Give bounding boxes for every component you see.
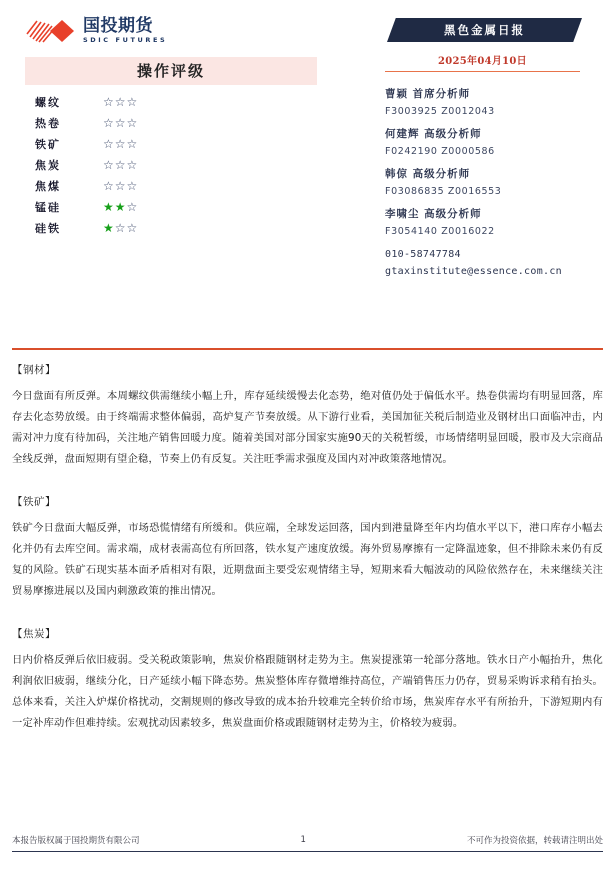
operation-rating-panel bbox=[25, 57, 317, 238]
logo-name-cn: 国投期货 bbox=[83, 16, 153, 37]
star-empty-icon: ☆ bbox=[114, 94, 127, 109]
star-empty-icon: ☆ bbox=[114, 115, 127, 130]
analyst-name: 曹颖 首席分析师 bbox=[385, 88, 471, 100]
rating-commodity-name: 铁矿 bbox=[35, 137, 61, 151]
report-header bbox=[0, 0, 615, 345]
rating-stars bbox=[103, 201, 138, 213]
star-filled-icon: ★ bbox=[103, 199, 115, 214]
header-divider bbox=[12, 348, 603, 350]
star-empty-icon: ☆ bbox=[103, 115, 115, 130]
analyst-list bbox=[385, 86, 590, 237]
star-empty-icon: ☆ bbox=[114, 136, 127, 151]
star-empty-icon: ☆ bbox=[126, 199, 139, 214]
rating-row bbox=[25, 112, 317, 133]
ratings-list bbox=[25, 91, 317, 238]
analyst-license-code: F03086835 Z0016553 bbox=[385, 186, 502, 197]
report-section bbox=[12, 494, 603, 602]
star-empty-icon: ☆ bbox=[126, 115, 139, 130]
report-title-banner bbox=[387, 18, 582, 42]
star-empty-icon: ☆ bbox=[114, 157, 127, 172]
report-meta-column bbox=[385, 18, 590, 283]
report-body bbox=[12, 362, 603, 758]
rating-commodity-name: 螺纹 bbox=[35, 95, 61, 109]
footer-divider bbox=[12, 851, 603, 852]
analyst-license-code: F3054140 Z0016022 bbox=[385, 226, 495, 237]
logo-name-en: SDIC FUTURES bbox=[83, 36, 168, 45]
report-section bbox=[12, 626, 603, 734]
rating-commodity-name: 硅铁 bbox=[35, 221, 61, 235]
section-title: 【钢材】 bbox=[12, 364, 56, 376]
section-paragraph: 今日盘面有所反弹。本周螺纹供需继续小幅上升，库存延续缓慢去化态势，绝对值仍处于偏低水平。热卷供需均有明显回落，库存去化态势放缓。由于终端需求整体偏弱，高炉复产节奏放缓。从下游行业看，美国加征关税后制造业及钢材出口面临冲击，内需对冲力度有待加码，关注地产销售回暖力度。随着美国对部分国家实施90天的关税暂缓，市场情绪明显回暖，股市及大宗商品全线反弹，盘面短期有望企稳，节奏上仍有反复。关注旺季需求强度及国内对冲政策落地情况。 bbox=[12, 390, 603, 465]
star-empty-icon: ☆ bbox=[126, 220, 139, 235]
contact-block bbox=[385, 249, 590, 277]
contact-phone: 010-58747784 bbox=[385, 249, 461, 260]
star-empty-icon: ☆ bbox=[126, 94, 139, 109]
rating-stars bbox=[103, 159, 138, 171]
footer-copyright: 本报告版权属于国投期货有限公司 bbox=[12, 836, 140, 846]
star-empty-icon: ☆ bbox=[103, 136, 115, 151]
star-empty-icon: ☆ bbox=[103, 178, 115, 193]
analyst-name: 李啸尘 高级分析师 bbox=[385, 208, 482, 220]
star-empty-icon: ☆ bbox=[114, 220, 127, 235]
rating-row bbox=[25, 175, 317, 196]
analyst-entry bbox=[385, 86, 590, 117]
star-filled-icon: ★ bbox=[103, 220, 115, 235]
banner-title: 黑色金属日报 bbox=[444, 23, 525, 37]
footer-page-number: 1 bbox=[300, 835, 306, 845]
logo-text bbox=[83, 18, 167, 44]
contact-email: gtaxinstitute@essence.com.cn bbox=[385, 266, 562, 277]
section-title: 【焦炭】 bbox=[12, 628, 56, 640]
analyst-entry bbox=[385, 206, 590, 237]
rating-stars bbox=[103, 117, 138, 129]
rating-row bbox=[25, 91, 317, 112]
star-empty-icon: ☆ bbox=[103, 157, 115, 172]
report-footer bbox=[12, 834, 603, 846]
rating-stars bbox=[103, 96, 138, 108]
rating-commodity-name: 焦煤 bbox=[35, 179, 61, 193]
sdic-logo-mark-icon bbox=[25, 18, 77, 44]
analyst-name: 韩倞 高级分析师 bbox=[385, 168, 471, 180]
report-section bbox=[12, 362, 603, 470]
star-empty-icon: ☆ bbox=[114, 178, 127, 193]
star-empty-icon: ☆ bbox=[103, 94, 115, 109]
section-title: 【铁矿】 bbox=[12, 496, 56, 508]
rating-commodity-name: 热卷 bbox=[35, 116, 61, 130]
analyst-license-code: F0242190 Z0000586 bbox=[385, 146, 495, 157]
star-empty-icon: ☆ bbox=[126, 157, 139, 172]
analyst-name: 何建辉 高级分析师 bbox=[385, 128, 482, 140]
rating-stars bbox=[103, 180, 138, 192]
star-filled-icon: ★ bbox=[114, 199, 127, 214]
rating-commodity-name: 焦炭 bbox=[35, 158, 61, 172]
rating-stars bbox=[103, 222, 138, 234]
rating-row bbox=[25, 217, 317, 238]
section-paragraph: 铁矿今日盘面大幅反弹，市场恐慌情绪有所缓和。供应端，全球发运回落，国内到港量降至年内均值水平以下，港口库存小幅去化并仍有去库空间。需求端，成材表需高位有所回落，铁水复产速度放缓。海外贸易摩擦有一定降温迹象，但不排除未来仍有反复的风险。铁矿石现实基本面矛盾相对有限，近期盘面主要受宏观情绪主导，短期来看大幅波动的风险依然存在，未来继续关注贸易摩擦进展以及国内刺激政策的推出情况。 bbox=[12, 522, 603, 597]
section-paragraph: 日内价格反弹后依旧疲弱。受关税政策影响，焦炭价格跟随钢材走势为主。焦炭提涨第一轮部分落地。铁水日产小幅抬升，焦化利润依旧疲弱，继续分化，日产延续小幅下降态势。焦炭整体库存微增维持高位，产端销售压力仍存，贸易采购诉求稍有抬头。总体来看，关注入炉煤价格扰动，交割规则的修改导致的成本抬升较难完全转价给市场，焦炭库存水平有所抬升，下游短期内有一定补库动作但难持续。宏观扰动因素较多，焦炭盘面价格或跟随钢材走势为主，价格较为疲弱。 bbox=[12, 654, 603, 729]
analyst-entry bbox=[385, 126, 590, 157]
ratings-title: 操作评级 bbox=[25, 57, 317, 85]
report-date: 2025年04月10日 bbox=[438, 56, 527, 67]
rating-row bbox=[25, 133, 317, 154]
rating-row bbox=[25, 196, 317, 217]
rating-commodity-name: 锰硅 bbox=[35, 200, 61, 214]
footer-disclaimer: 不可作为投资依据，转载请注明出处 bbox=[466, 836, 603, 846]
star-empty-icon: ☆ bbox=[126, 178, 139, 193]
analyst-license-code: F3003925 Z0012043 bbox=[385, 106, 495, 117]
analyst-entry bbox=[385, 166, 590, 197]
date-divider bbox=[385, 71, 580, 72]
star-empty-icon: ☆ bbox=[126, 136, 139, 151]
company-logo bbox=[25, 18, 167, 44]
rating-stars bbox=[103, 138, 138, 150]
rating-row bbox=[25, 154, 317, 175]
